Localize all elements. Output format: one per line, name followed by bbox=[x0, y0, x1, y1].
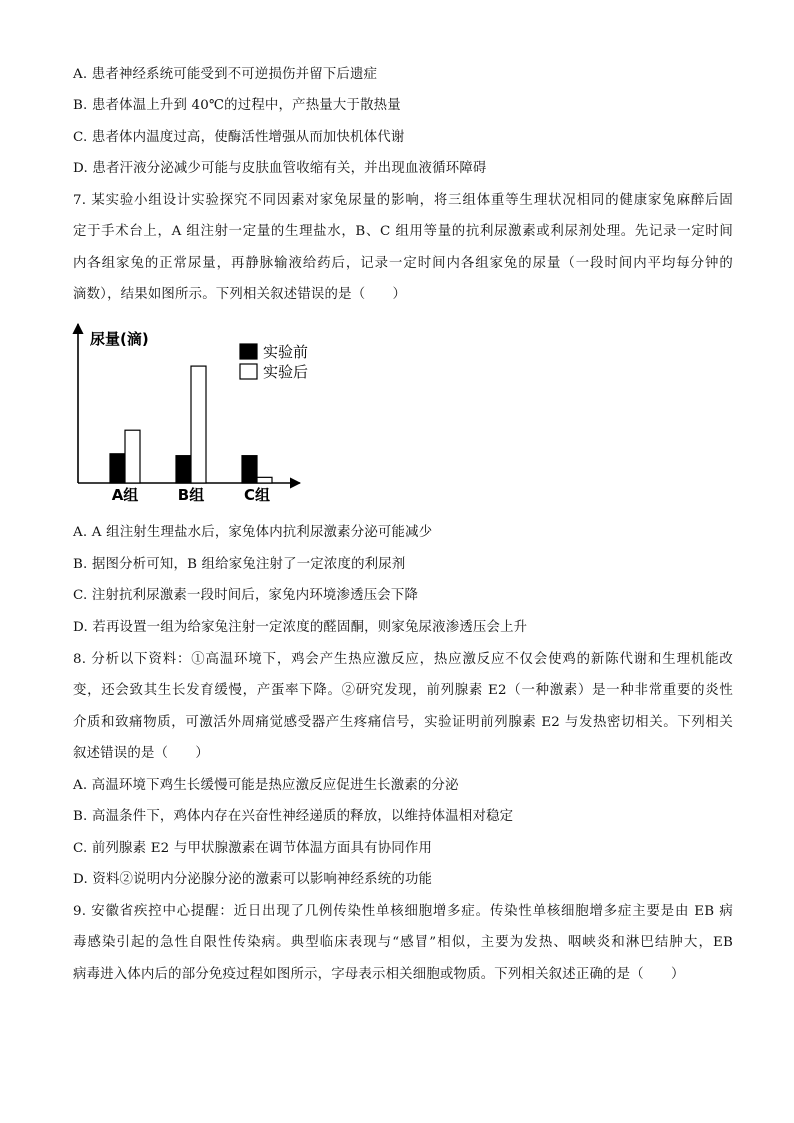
q8-option-c: C. 前列腺素 E2 与甲状腺激素在调节体温方面具有协同作用 bbox=[73, 841, 433, 856]
q7-option-a: A. A 组注射生理盐水后，家兔体内抗利尿激素分泌可能减少 bbox=[73, 525, 433, 540]
urine-volume-chart bbox=[70, 318, 310, 508]
legend-swatch-before bbox=[240, 344, 257, 359]
q9-stem-line-3: 病毒进入体内后的部分免疫过程如图所示，字母表示相关细胞或物质。下列相关叙述正确的是（ ） bbox=[73, 967, 685, 982]
x-tick-label: C组 bbox=[243, 486, 271, 504]
legend-label-after: 实验后 bbox=[263, 363, 309, 381]
bar-c-after bbox=[257, 477, 272, 483]
q6-option-d: D. 患者汗液分泌减少可能与皮肤血管收缩有关，并出现血液循环障碍 bbox=[73, 161, 487, 176]
q7-stem-line-1: 7. 某实验小组设计实验探究不同因素对家兔尿量的影响，将三组体重等生理状况相同的健康家兔麻醉后固 bbox=[73, 193, 733, 208]
q8-stem-line-3: 介质和致痛物质，可激活外周痛觉感受器产生疼痛信号，实验证明前列腺素 E2 与发热密切相关。下列相关 bbox=[73, 715, 733, 730]
q8-option-b: B. 高温条件下，鸡体内存在兴奋性神经递质的释放，以维持体温相对稳定 bbox=[73, 809, 514, 824]
bar-a-before bbox=[110, 454, 125, 483]
bar-a-after bbox=[125, 430, 140, 483]
q9-stem-line-1: 9. 安徽省疾控中心提醒：近日出现了几例传染性单核细胞增多症。传染性单核细胞增多症主要是由 EB 病 bbox=[73, 904, 733, 919]
q7-stem-line-3: 内各组家兔的正常尿量，再静脉输液给药后，记录一定时间内各组家兔的尿量（一段时间内平均每分钟的 bbox=[73, 256, 733, 271]
x-tick-label: A组 bbox=[111, 486, 139, 504]
y-axis-label: 尿量(滴) bbox=[90, 330, 149, 348]
legend-label-before: 实验前 bbox=[263, 343, 309, 361]
legend-swatch-after bbox=[240, 364, 257, 379]
q7-option-b: B. 据图分析可知，B 组给家兔注射了一定浓度的利尿剂 bbox=[73, 557, 406, 572]
q8-stem-line-4: 叙述错误的是（ ） bbox=[73, 746, 209, 761]
q8-stem-line-1: 8. 分析以下资料：①高温环境下，鸡会产生热应激反应，热应激反应不仅会使鸡的新陈代谢和生理机能改 bbox=[73, 652, 733, 667]
q9-stem-line-2: 毒感染引起的急性自限性传染病。典型临床表现与“感冒”相似，主要为发热、咽峡炎和淋巴结肿大，EB bbox=[73, 935, 733, 950]
q8-option-a: A. 高温环境下鸡生长缓慢可能是热应激反应促进生长激素的分泌 bbox=[73, 778, 459, 793]
q7-option-d: D. 若再设置一组为给家兔注射一定浓度的醛固酮，则家兔尿液渗透压会上升 bbox=[73, 620, 528, 635]
q6-option-a: A. 患者神经系统可能受到不可逆损伤并留下后遗症 bbox=[73, 67, 378, 82]
bar-b-after bbox=[191, 366, 206, 483]
q6-option-b: B. 患者体温上升到 40℃的过程中，产热量大于散热量 bbox=[73, 98, 401, 113]
q7-option-c: C. 注射抗利尿激素一段时间后，家兔内环境渗透压会下降 bbox=[73, 588, 419, 603]
x-tick-label: B组 bbox=[177, 486, 205, 504]
q7-stem-line-2: 定于手术台上，A 组注射一定量的生理盐水，B、C 组用等量的抗利尿激素或利尿剂处理。先记录一定时间 bbox=[73, 224, 733, 239]
bar-c-before bbox=[242, 456, 257, 483]
q8-stem-line-2: 变，还会致其生长发育缓慢，产蛋率下降。②研究发现，前列腺素 E2（一种激素）是一种非常重要的炎性 bbox=[73, 683, 733, 698]
q6-option-c: C. 患者体内温度过高，使酶活性增强从而加快机体代谢 bbox=[73, 130, 405, 145]
q8-option-d: D. 资料②说明内分泌腺分泌的激素可以影响神经系统的功能 bbox=[73, 872, 433, 887]
q7-stem-line-4: 滴数），结果如图所示。下列相关叙述错误的是（ ） bbox=[73, 287, 407, 302]
bar-b-before bbox=[176, 456, 191, 483]
